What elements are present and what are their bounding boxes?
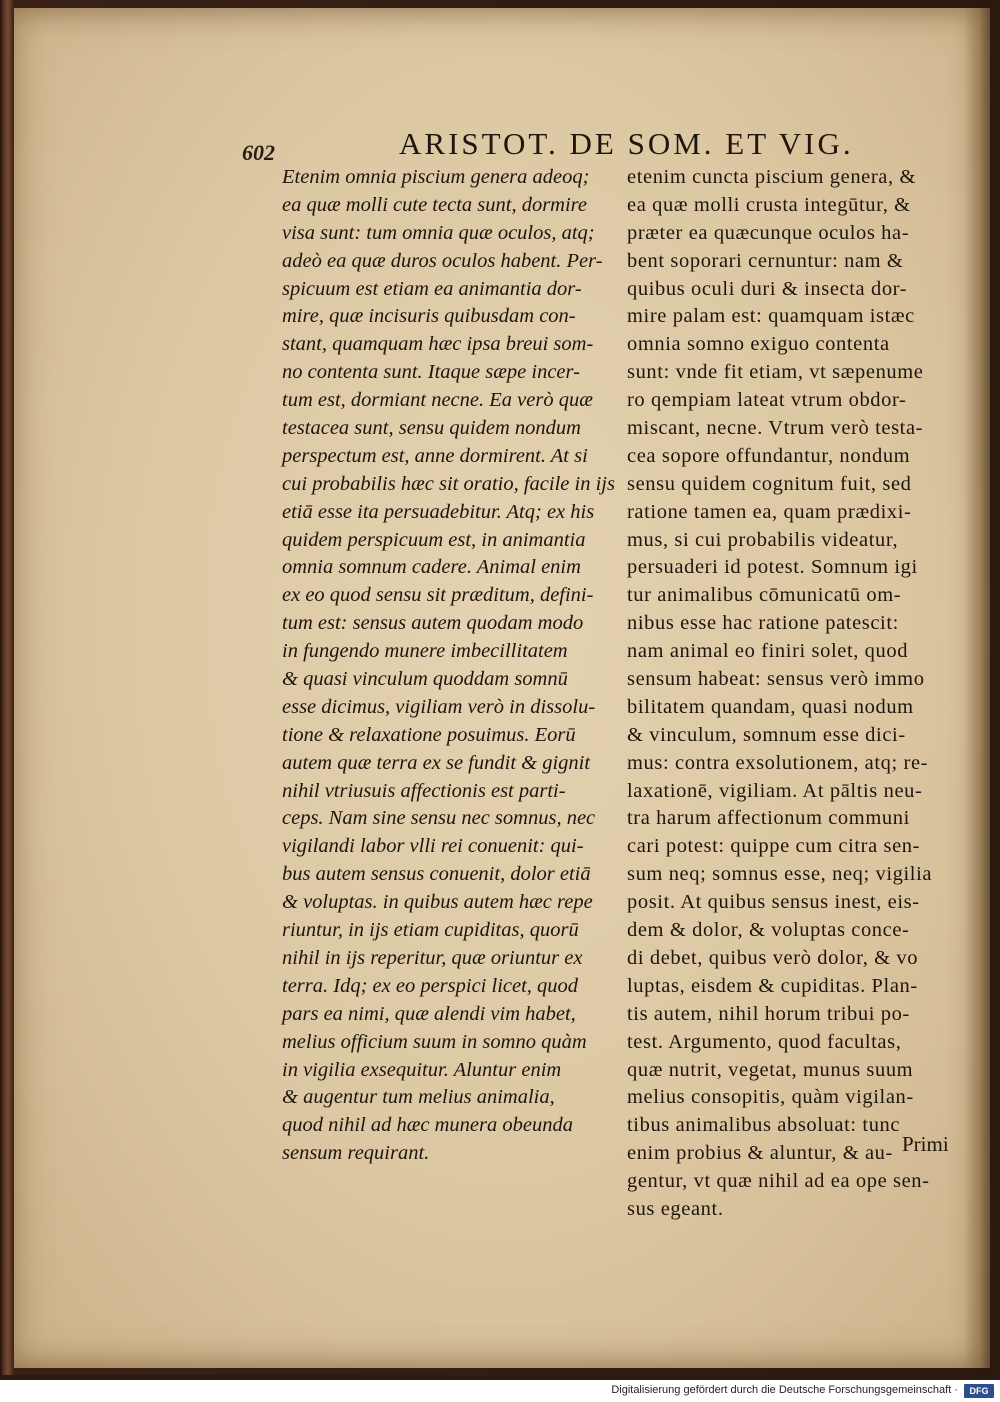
text-line: omnia somno exiguo contenta <box>627 333 890 356</box>
text-line: nihil in ijs reperitur, quæ oriuntur ex <box>282 946 583 969</box>
text-line: mire palam est: quamquam istæc <box>627 305 915 328</box>
text-line: cui probabilis hæc sit oratio, facile in ijs <box>282 472 615 495</box>
text-line: pars ea nimi, quæ alendi vim habet, <box>282 1002 576 1025</box>
text-line: stant, quamquam hæc ipsa breui som- <box>282 333 594 356</box>
text-line: adeò ea quæ duros oculos habent. Per- <box>282 249 603 272</box>
text-line: spicuum est etiam ea animantia dor- <box>282 277 582 300</box>
funding-credit: Digitalisierung gefördert durch die Deutsche Forschungsgemeinschaft · <box>611 1384 958 1396</box>
text-line: quibus oculi duri & insecta dor- <box>627 277 908 300</box>
text-line: & voluptas. in quibus autem hæc repe <box>282 891 593 914</box>
text-line: Etenim omnia piscium genera adeoq; <box>282 166 590 188</box>
text-line: enim probius & aluntur, & au- <box>627 1142 893 1165</box>
text-line: & quasi vinculum quoddam somnū <box>282 668 568 691</box>
text-line: sensum requirant. <box>282 1142 430 1165</box>
book-page <box>14 8 990 1368</box>
text-line: tra harum affectionum communi <box>627 807 910 830</box>
text-line: gentur, vt quæ nihil ad ea ope sen- <box>627 1170 930 1193</box>
text-line: in fungendo munere imbecillitatem <box>282 640 568 663</box>
text-line: miscant, necne. Vtrum verò testa- <box>627 417 924 440</box>
text-line: bent soporari cernuntur: nam & <box>627 249 904 272</box>
text-line: esse dicimus, vigiliam verò in dissolu- <box>282 695 596 718</box>
footer-bar <box>0 1380 1000 1402</box>
text-line: cea sopore offundantur, nondum <box>627 444 911 467</box>
text-line: bilitatem quandam, quasi nodum <box>627 695 914 718</box>
text-line: ceps. Nam sine sensu nec somnus, nec <box>282 807 596 830</box>
latin-column-left <box>282 164 622 1168</box>
text-line: melius officium suum in somno quàm <box>282 1030 587 1053</box>
text-line: sensum habeat: sensus verò immo <box>627 668 925 691</box>
page-number: 602 <box>242 140 275 165</box>
text-line: quod nihil ad hæc munera obeunda <box>282 1114 573 1137</box>
text-line: visa sunt: tum omnia quæ oculos, atq; <box>282 221 595 244</box>
text-line: sunt: vnde fit etiam, vt sæpenume <box>627 361 924 384</box>
text-line: no contenta sunt. Itaque sæpe incer- <box>282 361 580 384</box>
text-line: ea quæ molli cute tecta sunt, dormire <box>282 193 587 216</box>
dfg-logo: DFG <box>964 1384 994 1398</box>
text-line: quidem perspicuum est, in animantia <box>282 528 586 551</box>
text-line: tur animalibus cōmunicatū om- <box>627 584 902 607</box>
text-line: ea quæ molli crusta integūtur, & <box>627 193 911 216</box>
text-line: luptas, eisdem & cupiditas. Plan- <box>627 974 918 997</box>
text-line: persuaderi id potest. Somnum igi <box>627 556 918 579</box>
latin-column-right <box>627 164 972 1224</box>
text-line: riuntur, in ijs etiam cupiditas, quorū <box>282 919 579 942</box>
running-head: ARISTOT. DE SOM. ET VIG. <box>399 126 854 161</box>
text-line: tione & relaxatione posuimus. Eorū <box>282 723 576 746</box>
text-line: mire, quæ incisuris quibusdam con- <box>282 305 576 328</box>
text-line: test. Argumento, quod facultas, <box>627 1030 902 1053</box>
text-line: tibus animalibus absoluat: tunc <box>627 1114 901 1137</box>
text-line: tum est, dormiant necne. Ea verò quæ <box>282 389 593 412</box>
text-line: etenim cuncta piscium genera, & <box>627 166 916 188</box>
text-line: mus, si cui probabilis videatur, <box>627 528 899 551</box>
page-header <box>14 126 990 165</box>
text-line: ex eo quod sensu sit præditum, defini- <box>282 584 594 607</box>
text-line: perspectum est, anne dormirent. At si <box>282 444 588 467</box>
text-line: nihil vtriusuis affectionis est parti- <box>282 779 566 802</box>
text-line: bus autem sensus conuenit, dolor etiā <box>282 863 591 886</box>
text-line: vigilandi labor vlli rei conuenit: qui- <box>282 835 584 858</box>
text-line: tum est: sensus autem quodam modo <box>282 612 584 635</box>
text-line: sensu quidem cognitum fuit, sed <box>627 472 912 495</box>
text-line: in vigilia exsequitur. Aluntur enim <box>282 1058 562 1081</box>
text-line: autem quæ terra ex se fundit & gignit <box>282 751 591 774</box>
text-line: terra. Idq; ex eo perspici licet, quod <box>282 974 579 997</box>
text-line: posit. At quibus sensus inest, eis- <box>627 891 920 914</box>
text-line: & augentur tum melius animalia, <box>282 1086 555 1109</box>
text-line: sus egeant. <box>627 1197 724 1220</box>
text-line: melius consopitis, quàm vigilan- <box>627 1086 914 1109</box>
text-line: cari potest: quippe cum citra sen- <box>627 835 921 858</box>
text-line: testacea sunt, sensu quidem nondum <box>282 417 581 440</box>
text-line: dem & dolor, & voluptas conce- <box>627 919 910 942</box>
text-line: & vinculum, somnum esse dici- <box>627 723 906 746</box>
text-line: etiā esse ita persuadebitur. Atq; ex his <box>282 500 595 523</box>
text-line: ratione tamen ea, quam prædixi- <box>627 500 912 523</box>
catchword: Primi <box>902 1132 949 1156</box>
text-line: mus: contra exsolutionem, atq; re- <box>627 751 929 774</box>
text-line: laxationē, vigiliam. At pāltis neu- <box>627 779 923 802</box>
text-line: quæ nutrit, vegetat, munus suum <box>627 1058 914 1081</box>
text-line: tis autem, nihil horum tribui po- <box>627 1002 910 1025</box>
text-line: præter ea quæcunque oculos ha- <box>627 221 910 244</box>
text-line: ro qempiam lateat vtrum obdor- <box>627 389 907 412</box>
text-line: omnia somnum cadere. Animal enim <box>282 556 581 579</box>
text-line: nibus esse hac ratione patescit: <box>627 612 899 635</box>
text-line: nam animal eo finiri solet, quod <box>627 640 909 663</box>
text-line: sum neq; somnus esse, neq; vigilia <box>627 863 933 886</box>
text-line: di debet, quibus verò dolor, & vo <box>627 946 919 969</box>
